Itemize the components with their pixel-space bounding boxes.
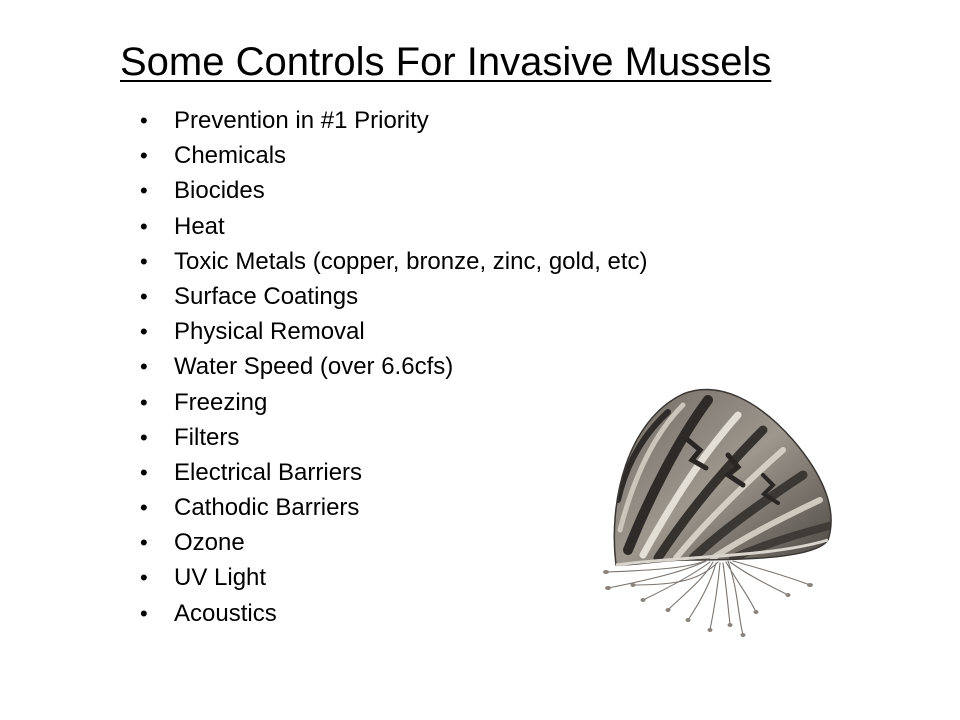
list-item: • Water Speed (over 6.6cfs) — [140, 349, 648, 384]
list-item: • Heat — [140, 209, 648, 244]
bullet-list — [140, 103, 648, 631]
list-item: • Cathodic Barriers — [140, 490, 648, 525]
list-item: • Biocides — [140, 173, 648, 208]
list-item: • Prevention in #1 Priority — [140, 103, 648, 138]
list-item: • Chemicals — [140, 138, 648, 173]
list-item: • Acoustics — [140, 596, 648, 631]
list-item: • Surface Coatings — [140, 279, 648, 314]
list-item: • UV Light — [140, 560, 648, 595]
list-item: • Electrical Barriers — [140, 455, 648, 490]
list-item: • Physical Removal — [140, 314, 648, 349]
mussel-byssal-threads — [606, 560, 810, 635]
mussel-shell — [614, 390, 833, 566]
slide-title: Some Controls For Invasive Mussels — [120, 40, 772, 84]
list-item: • Filters — [140, 420, 648, 455]
list-item: • Ozone — [140, 525, 648, 560]
list-item: • Toxic Metals (copper, bronze, zinc, gold, etc) — [140, 244, 648, 279]
list-item: • Freezing — [140, 385, 648, 420]
zebra-mussel-illustration — [588, 380, 848, 640]
mussel-thread-tips — [603, 570, 813, 637]
